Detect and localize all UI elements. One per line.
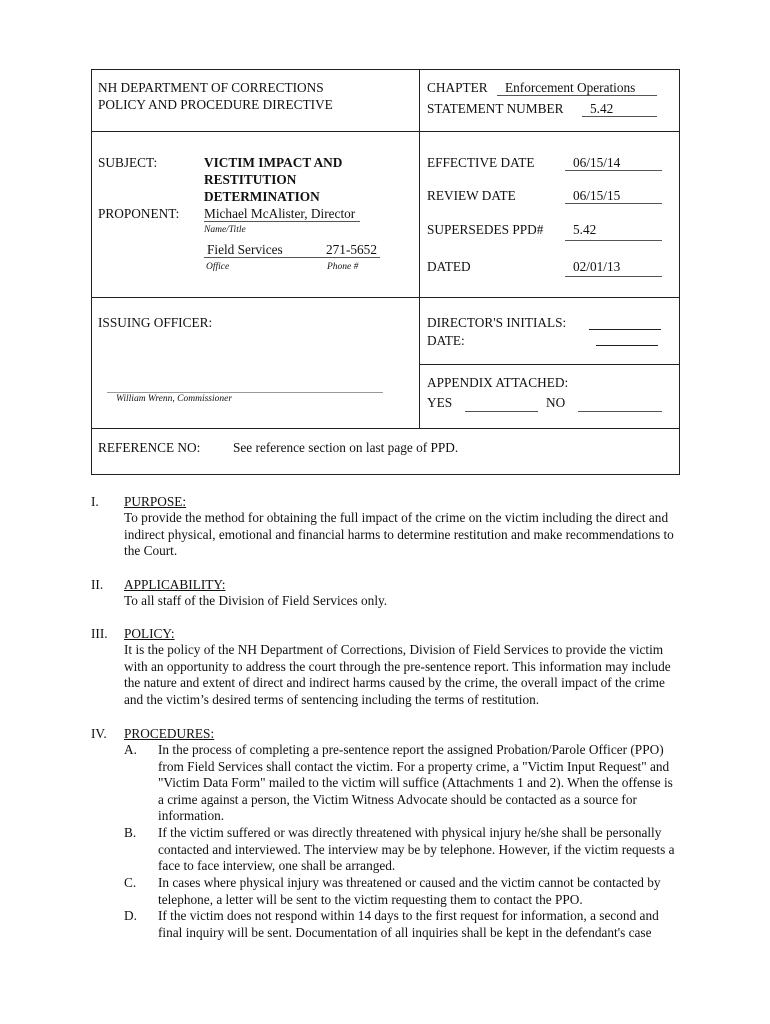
section-title-purpose: PURPOSE: [124, 494, 187, 509]
field-underline [565, 276, 662, 277]
field-underline [565, 203, 662, 204]
yes-label: YES [427, 395, 453, 410]
initials-field[interactable] [589, 329, 661, 330]
section-title-policy: POLICY: [124, 626, 175, 641]
reference-value: See reference section on last page of PPD. [233, 440, 459, 455]
no-label: NO [546, 395, 566, 410]
directive-title: POLICY AND PROCEDURE DIRECTIVE [98, 97, 333, 112]
purpose-text: To provide the method for obtaining the full impact of the crime on the victim including the direct and indirect physical, emotional and financial harms to determine restitution and make recommendations to the Court. [124, 510, 674, 558]
procedure-item-a: In the process of completing a pre-sentence report the assigned Probation/Parole Officer (PPO) from Field Services shall contact the victim. For a property crime, a "Victim Input Request" and "Victim Data Form" mailed to the victim will suffice (Attachments 1 and 2). When the offense is a crime against a person, the Victim Witness Advocate should be contacted as a source for information. [158, 742, 673, 823]
name-title-caption: Name/Title [204, 225, 246, 235]
subject-label: SUBJECT: [98, 155, 158, 170]
review-date-label: REVIEW DATE [427, 188, 516, 203]
appendix-label: APPENDIX ATTACHED: [427, 375, 569, 390]
divider [91, 131, 680, 132]
supersedes-label: SUPERSEDES PPD# [427, 222, 544, 237]
commissioner-caption: William Wrenn, Commissioner [116, 394, 233, 404]
section-number: II. [91, 577, 104, 592]
phone-caption: Phone # [327, 262, 359, 272]
statement-label: STATEMENT NUMBER [427, 101, 564, 116]
effective-date-label: EFFECTIVE DATE [427, 155, 535, 170]
statement-value: 5.42 [590, 101, 614, 116]
field-underline [565, 240, 662, 241]
date-field[interactable] [596, 345, 658, 346]
field-underline [204, 221, 360, 222]
section-number: I. [91, 494, 99, 509]
proponent-value: Michael McAlister, Director [204, 206, 356, 221]
office-value: Field Services [207, 242, 283, 257]
item-letter: C. [124, 875, 137, 890]
chapter-value: Enforcement Operations [505, 80, 636, 95]
section-title-applicability: APPLICABILITY: [124, 577, 226, 592]
procedure-item-b: If the victim suffered or was directly threatened with physical injury he/she shall be personally contacted and interviewed. The interview may be by telephone. However, if the victim requests a face to face interview, one shall be arranged. [158, 825, 675, 873]
applicability-text: To all staff of the Division of Field Services only. [124, 593, 388, 608]
chapter-label: CHAPTER [427, 80, 488, 95]
review-date-value: 06/15/15 [573, 188, 621, 203]
item-letter: A. [124, 742, 137, 757]
field-underline [497, 95, 657, 96]
divider [419, 364, 680, 365]
supersedes-value: 5.42 [573, 222, 597, 237]
subject-line-1: VICTIM IMPACT AND [204, 155, 343, 170]
reference-label: REFERENCE NO: [98, 440, 201, 455]
section-title-procedures: PROCEDURES: [124, 726, 215, 741]
field-underline [565, 170, 662, 171]
signature-line [107, 392, 383, 393]
section-number: III. [91, 626, 108, 641]
date-label: DATE: [427, 333, 465, 348]
item-letter: B. [124, 825, 137, 840]
dated-label: DATED [427, 259, 471, 274]
office-caption: Office [206, 262, 230, 272]
procedure-item-d: If the victim does not respond within 14 days to the first request for information, a second and final inquiry will be sent. Documentation of all inquiries shall be kept in the defendant's case [158, 908, 659, 940]
item-letter: D. [124, 908, 137, 923]
divider [419, 69, 420, 428]
field-underline [582, 116, 657, 117]
dated-value: 02/01/13 [573, 259, 621, 274]
yes-field[interactable] [465, 411, 538, 412]
no-field[interactable] [578, 411, 662, 412]
issuing-officer-label: ISSUING OFFICER: [98, 315, 213, 330]
department-name: NH DEPARTMENT OF CORRECTIONS [98, 80, 324, 95]
subject-line-3: DETERMINATION [204, 189, 320, 204]
directors-initials-label: DIRECTOR'S INITIALS: [427, 315, 567, 330]
field-underline [204, 257, 380, 258]
policy-text: It is the policy of the NH Department of Corrections, Division of Field Services to provide the victim with an opportunity to address the court through the pre-sentence report. This information may include the nature and extent of direct and indirect harms caused by the crime, the overall impact of the crime and the victim’s desired terms of sentencing including the terms of restitution. [124, 642, 671, 707]
divider [91, 428, 680, 429]
proponent-label: PROPONENT: [98, 206, 180, 221]
section-number: IV. [91, 726, 107, 741]
effective-date-value: 06/15/14 [573, 155, 621, 170]
phone-value: 271-5652 [326, 242, 377, 257]
subject-line-2: RESTITUTION [204, 172, 297, 187]
procedure-item-c: In cases where physical injury was threatened or caused and the victim cannot be contacted by telephone, a letter will be sent to the victim requesting them to contact the PPO. [158, 875, 661, 907]
divider [91, 297, 680, 298]
